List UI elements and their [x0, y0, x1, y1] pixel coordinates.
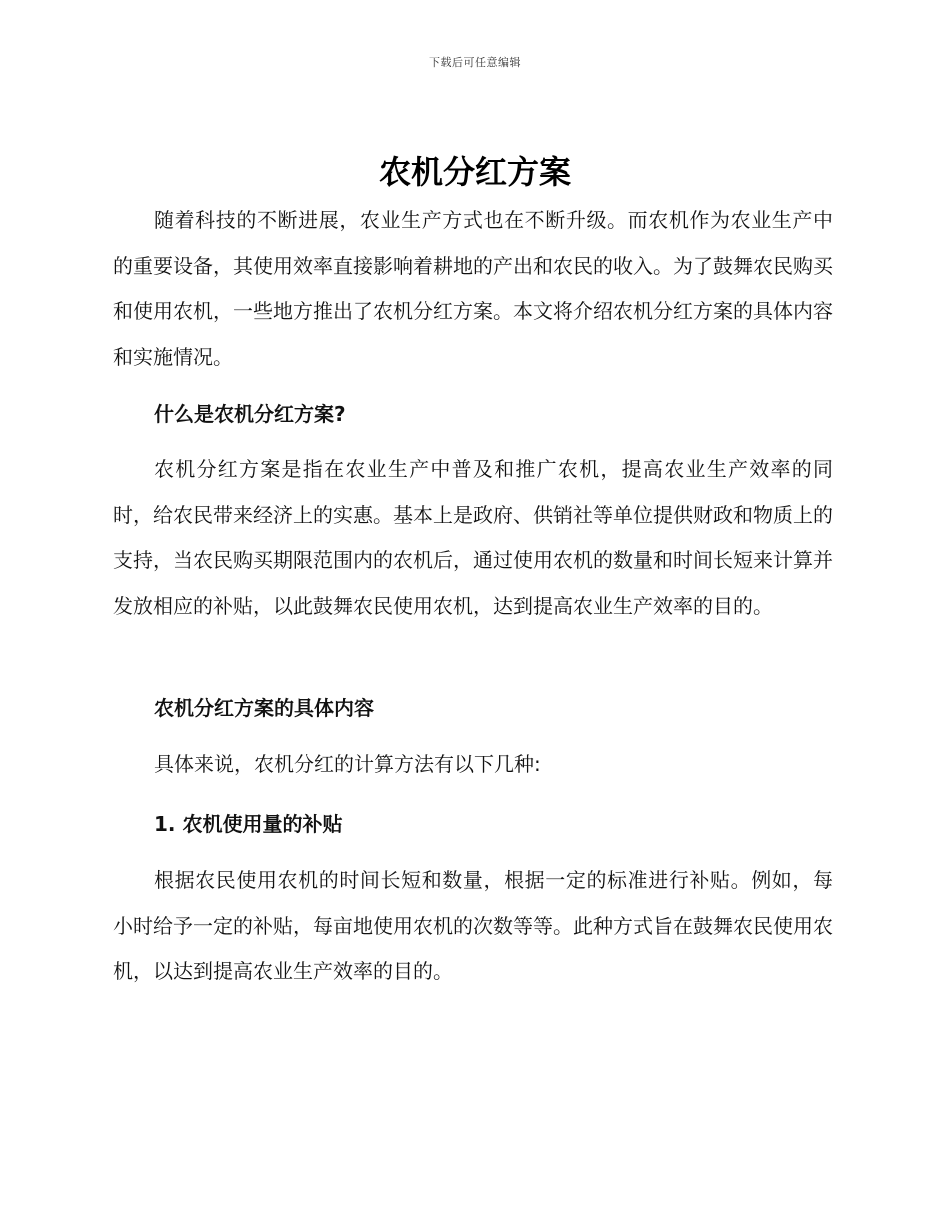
page-header-note: 下载后可任意编辑 — [429, 56, 521, 69]
section-heading-content: 农机分红方案的具体内容 — [154, 696, 374, 720]
section-usage-body-block — [113, 858, 833, 995]
section-content-heading-block — [113, 694, 833, 722]
section-content-body-block — [113, 742, 833, 788]
intro-block — [113, 198, 833, 380]
section-usage-heading-block — [113, 810, 833, 838]
section-heading-what-is: 什么是农机分红方案? — [154, 402, 346, 426]
document-title: 农机分红方案 — [378, 153, 571, 191]
section-what-heading-block — [113, 400, 833, 428]
section-paragraph-what-is: 农机分红方案是指在农业生产中普及和推广农机，提高农业生产效率的同时，给农民带来经济上的实惠。基本上是政府、供销社等单位提供财政和物质上的支持，当农民购买期限范围内的农机后，通过使用农机的数量和时间长短来计算并发放相应的补贴，以此鼓舞农民使用农机，达到提高农业生产效率的目的。 — [113, 457, 833, 618]
intro-paragraph: 随着科技的不断进展，农业生产方式也在不断升级。而农机作为农业生产中的重要设备，其使用效率直接影响着耕地的产出和农民的收入。为了鼓舞农民购买和使用农机，一些地方推出了农机分红方案。本文将介绍农机分红方案的具体内容和实施情况。 — [113, 208, 833, 369]
section-heading-usage-subsidy: 1. 农机使用量的补贴 — [154, 812, 343, 836]
section-what-body-block — [113, 447, 833, 629]
section-paragraph-usage-subsidy: 根据农民使用农机的时间长短和数量，根据一定的标准进行补贴。例如，每小时给予一定的补贴，每亩地使用农机的次数等等。此种方式旨在鼓舞农民使用农机，以达到提高农业生产效率的目的。 — [113, 868, 833, 983]
section-paragraph-content: 具体来说，农机分红的计算方法有以下几种: — [154, 752, 541, 776]
